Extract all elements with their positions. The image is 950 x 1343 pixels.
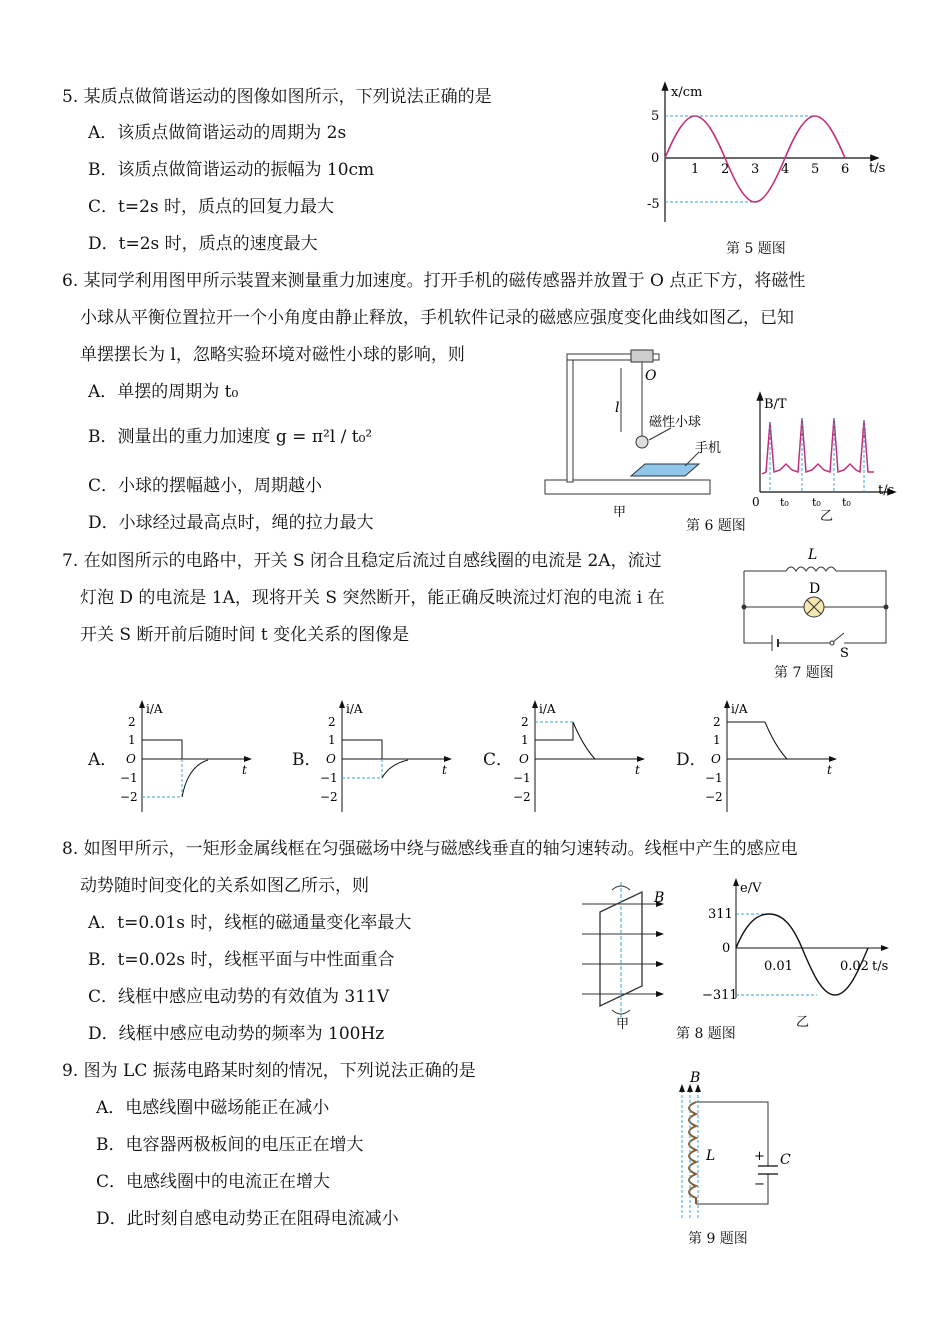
q7-caption: 第 7 题图 [774,665,834,681]
q7-graph-c [505,700,645,815]
q7-a-ytick: O [126,752,136,766]
q6-fig-jia [545,348,745,518]
q7-c-ytick: O [519,752,529,766]
q5-xtick: 4 [781,162,790,177]
q7-b-ylabel: i/A [346,702,363,716]
q5-xtick: 5 [811,162,820,177]
q7-d-ytick: 1 [713,733,721,747]
q7-graph-a-label: A． [88,750,118,770]
q9-c-label: C [780,1152,791,1168]
q6-option-a: A．单摆的周期为 t₀ [88,382,239,402]
q7-a-ytick: 2 [128,715,136,729]
q6-line3: 单摆摆长为 l，忽略实验环境对磁性小球的影响，则 [80,345,465,365]
q7-graph-b [312,700,452,815]
q8-caption: 第 8 题图 [676,1026,736,1042]
q7-d-xlabel: t [827,763,832,777]
q7-c-ytick: −1 [513,771,531,785]
q6-jia-name: 甲 [613,505,627,520]
q9-plus: + [754,1149,765,1164]
q7-d-ytick: 2 [713,715,721,729]
q7-graph-d [697,700,837,815]
q9-caption: 第 9 题图 [688,1231,748,1247]
q6-yi-ylabel: B/T [764,397,787,412]
q8-yi-x1: 0.01 [764,959,793,974]
q5-option-a: A．该质点做简谐运动的周期为 2s [88,123,347,143]
q8-line2: 动势随时间变化的关系如图乙所示，则 [80,876,369,896]
q8-yi-ymax: 311 [708,907,733,922]
q7-a-ylabel: i/A [146,702,163,716]
q7-line2: 灯泡 D 的电流是 1A，现将开关 S 突然断开，能正确反映流过灯泡的电流 i 在 [80,588,665,608]
q7-a-xlabel: t [242,763,247,777]
q7-line3: 开关 S 断开前后随时间 t 变化关系的图像是 [80,625,410,645]
q9-option-a: A．电感线圈中磁场能正在减小 [96,1098,330,1118]
q6-line2: 小球从平衡位置拉开一个小角度由静止释放，手机软件记录的磁感应强度变化曲线如图乙，已知 [80,308,794,328]
q5-option-b: B．该质点做简谐运动的振幅为 10cm [88,160,375,180]
q8-option-c: C．线框中感应电动势的有效值为 311V [88,987,390,1007]
q7-graph-d-label: D． [676,750,707,770]
q6-option-b: B．测量出的重力加速度 g = π²l / t₀² [88,427,373,447]
q8-yi-xlabel: t/s [872,959,889,974]
q5-ytick: -5 [647,197,660,212]
q7-lamp-label: D [809,581,821,597]
q6-line1: 6. 某同学利用图甲所示装置来测量重力加速度。打开手机的磁传感器并放置于 O 点正下方，将磁性 [62,271,806,291]
q8-option-b: B．t=0.02s 时，线框平面与中性面重合 [88,950,395,970]
q7-c-ytick: 1 [521,733,529,747]
q6-yi-tick: t₀ [812,496,821,509]
q8-yi-ymin: −311 [702,988,738,1003]
q6-option-d: D．小球经过最高点时，绳的拉力最大 [88,513,374,533]
q7-inductor-label: L [808,547,818,563]
q7-a-ytick: −2 [120,790,138,804]
q7-line1: 7. 在如图所示的电路中，开关 S 闭合且稳定后流过自感线圈的电流是 2A，流过 [62,551,662,571]
q5-ylabel: x/cm [671,85,703,100]
q8-yi-origin: 0 [722,941,731,956]
q7-d-ytick: −1 [705,771,723,785]
q8-option-a: A．t=0.01s 时，线框的磁通量变化率最大 [88,913,412,933]
q7-b-xlabel: t [442,763,447,777]
q5-option-d: D．t=2s 时，质点的速度最大 [88,234,318,254]
q7-switch-label: S [840,646,849,661]
q5-xtick: 6 [841,162,850,177]
q7-b-ytick: 1 [328,733,336,747]
q5-xlabel: t/s [869,161,886,176]
q7-d-ytick: O [711,752,721,766]
q6-phone-label: 手机 [695,441,722,456]
q7-graph-a [112,700,252,815]
q9-option-c: C．电感线圈中的电流正在增大 [96,1172,331,1192]
q8-option-d: D．线框中感应电动势的频率为 100Hz [88,1024,385,1044]
q7-graph-c-label: C． [483,750,514,770]
q8-yi-ylabel: e/V [740,881,762,896]
q7-b-ytick: 2 [328,715,336,729]
q7-b-ytick: O [326,752,336,766]
q7-d-ylabel: i/A [731,702,748,716]
q8-line1: 8. 如图甲所示，一矩形金属线框在匀强磁场中绕与磁感线垂直的轴匀速转动。线框中产生的感应电 [62,839,798,859]
q9-option-b: B．电容器两极板间的电压正在增大 [96,1135,364,1155]
q8-yi-x2: 0.02 [840,959,869,974]
q7-b-ytick: −2 [320,790,338,804]
q6-caption: 第 6 题图 [686,518,746,534]
q8-yi-name: 乙 [796,1015,810,1030]
q5-ytick: 5 [651,109,660,124]
q5-graph [645,82,885,232]
q7-d-ytick: −2 [705,790,723,804]
q5-caption: 第 5 题图 [726,241,786,257]
q5-xtick: 2 [721,162,730,177]
q7-c-ytick: −2 [513,790,531,804]
q9-minus: − [754,1177,765,1192]
q8-fig-yi [700,878,890,1028]
q6-option-c: C．小球的摆幅越小，周期越小 [88,476,323,496]
q7-b-ytick: −1 [320,771,338,785]
q8-jia-name: 甲 [616,1017,630,1032]
q5-stem: 5. 某质点做简谐运动的图像如图所示，下列说法正确的是 [62,87,492,107]
q7-c-xlabel: t [635,763,640,777]
q5-xtick: 1 [691,162,700,177]
q5-option-c: C．t=2s 时，质点的回复力最大 [88,197,335,217]
q8-fig-jia [580,882,680,1032]
q6-yi-name: 乙 [820,509,834,524]
q9-fig [672,1068,802,1228]
q9-stem: 9. 图为 LC 振荡电路某时刻的情况，下列说法正确的是 [62,1061,476,1081]
q9-b-label: B [690,1070,701,1086]
q6-yi-tick: t₀ [842,496,851,509]
q6-yi-xlabel: t/s [878,483,895,498]
q8-b-label: B [654,890,665,906]
q6-o-label: O [645,368,657,384]
q7-c-ytick: 2 [521,715,529,729]
q6-yi-origin: 0 [752,495,760,509]
q5-xtick: 3 [751,162,760,177]
q7-a-ytick: 1 [128,733,136,747]
q6-fig-yi [752,392,902,522]
q7-c-ylabel: i/A [539,702,556,716]
q7-circuit [742,545,892,661]
q9-option-d: D．此时刻自感电动势正在阻碍电流减小 [96,1209,399,1229]
q6-yi-tick: t₀ [780,496,789,509]
q7-a-ytick: −1 [120,771,138,785]
q9-l-label: L [706,1148,716,1164]
q7-graph-b-label: B． [292,750,322,770]
q5-ytick: 0 [651,151,660,166]
q6-l-label: l [615,400,620,416]
q6-ball-label: 磁性小球 [649,415,702,430]
